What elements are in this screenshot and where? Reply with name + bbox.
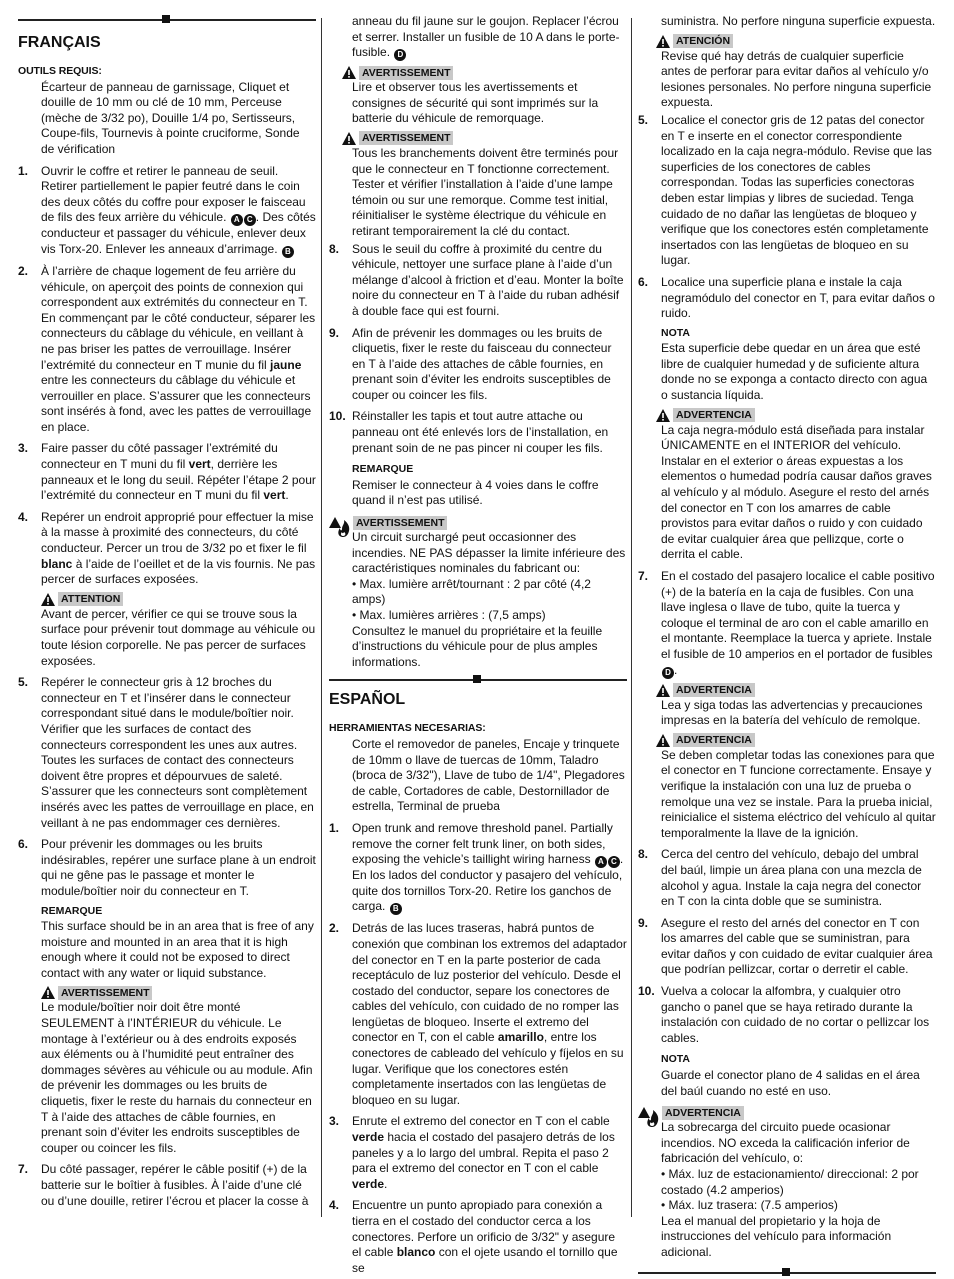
step-5: 5. Repérer le connecteur gris à 12 broches du connecteur en T et l’insérer dans le connecteur correspondant situé dans le module/boîtier noir. Vérifier que les surfaces de contact des connecteurs correspondent les unes aux autres. Toutes les surfaces de contact des connecteurs doivent être propres et dépourvues de saleté. S’assurer que les connecteurs sont complètement insérés avec les pattes de verrouillage en place, en veillant à ne pas endommager ces dernières.	[18, 675, 314, 830]
warning-label: AVERTISSEMENT	[41, 985, 316, 1000]
section-rule	[329, 674, 627, 686]
callout-d: D	[394, 49, 406, 61]
warning-icon	[342, 66, 356, 79]
note-text: This surface should be in an area that is free of any moisture and mounted in an area that it is high enough where it could not be exposed to direct contact with any water or liquid substance.	[41, 919, 314, 980]
step-4: 4. Encuentre un punto apropiado para conexión a tierra en el costado del conductor cerca a los conectores. Perfore un orificio de 3/32" y asegure el cable blanco con el ojete usando el tornillo que se	[329, 1198, 618, 1275]
warning-text: Lea el manual del propietario y la hoja de instrucciones del vehículo para información adicional.	[661, 1213, 892, 1259]
warning-text: Lire et observer tous les avertissements et consignes de sécurité qui sont imprimés sur la batterie du véhicule de remorquage.	[352, 80, 599, 126]
column-1	[18, 14, 316, 1209]
warning-text: Revise qué hay detrás de cualquier superficie antes de perforar para evitar daños al vehículo y/o lesiones personales. No perfore ninguna superficie expuesta.	[661, 48, 932, 110]
warning-text: La sobrecarga del circuito puede ocasionar incendios. NO exceda la calificación inferior de fabricación del vehículo, o:	[661, 1120, 910, 1166]
step-9: 9. Asegure el resto del arnés del conector en T con los amarres del cable que se suministran, para evitar daños y con cuidado de evitar cualquier área que podrían pellizcar, cortar o derretir el cable.	[638, 915, 933, 977]
warning-label: ATTENTION	[41, 592, 316, 607]
step-8: 8. Cerca del centro del vehículo, debajo del umbral del baúl, limpie un área plana con una mezcla de alcohol y agua. Instale la caja negra del conector en T con la cinta doble que se suministra.	[638, 847, 922, 909]
section-title-spanish: ESPAÑOL	[329, 691, 406, 709]
fire-warning-icon	[329, 514, 351, 538]
step-5: 5. Localice el conector gris de 12 patas del conector en T e inserte en el conector correspondiente localizado en la caja negra-módulo. Revise que las superficies de los conectores de cables correspondan. Todas las superficies conectoras deben estar limpias y libres de suciedad. Tenga cuidado de no dañar las lengüetas de bloqueo y verifique que los conectores estén completamente insertados con las lengüetas de bloqueo en su lugar.	[638, 112, 932, 268]
warning-bullet: • Max. lumières arrières : (7,5 amps)	[352, 608, 546, 622]
warning-label: ADVERTENCIA	[656, 683, 936, 698]
warning-label: AVERTISSEMENT	[342, 65, 627, 80]
callout-a: A	[595, 856, 607, 868]
warning-icon	[656, 409, 670, 422]
step-3: 3. Faire passer du côté passager l’extrémité du connecteur en T muni du fil vert, derrière les panneaux et le long du seuil. Répéter l’étape 2 pour l’extrémité du connecteur en T muni du fil vert.	[18, 441, 316, 503]
column-divider	[631, 18, 632, 1217]
warning-block	[329, 65, 627, 239]
fire-warning-block	[329, 515, 627, 670]
tools-text: Corte el removedor de paneles, Encaje y trinquete de 10mm o llave de tuercas de 10mm, Taladro (broca de 3/32"), Llave de tubo de 1/4", Plegadores de cable, Cortadores de cable, Destornillador de estrella, Terminal de prueba	[352, 736, 625, 814]
note-label: NOTA	[661, 326, 690, 339]
tools-label: HERRAMIENTAS NECESARIAS:	[329, 722, 486, 735]
warning-bullet: • Max. lumière arrêt/tournant : 2 par côté (4,2 amps)	[352, 576, 591, 607]
fire-warning-label: ADVERTENCIA	[638, 1105, 936, 1120]
step-6: 6. Pour prévenir les dommages ou les bruits indésirables, repérer une surface plane à un endroit qui ne gêne pas le passage et monter le module/boîtier noir du connecteur en T. REMARQUE This surface should be in an area that is free of any moisture and mounted in an area that it is high enough where it could not be exposed to direct contact with any water or liquid substance. AVERTISSEMENT Le module/boîtier noir doit être monté SEULEMENT à l’INTÉRIEUR du véhicule. Le montage à l’extérieur ou à des endroits exposés aux éléments ou à l’humidité peut entraîner des dommages sévères au véhicule ou au module. Afin de prévenir les dommages ou les bruits de cliquetis, fixer le reste du harnais du connecteur en T à l’aide des attaches de câble fournies, en prenant soin d’éviter les endroits susceptibles de couper ou coincer les fils.	[18, 837, 316, 1155]
note-text: Guarde el conector plano de 4 salidas en el área del baúl cuando no esté en uso.	[661, 1068, 920, 1098]
column-divider	[321, 18, 322, 1217]
warning-text: Consultez le manuel du propriétaire et la feuille d’instructions du véhicule pour de plus amples informations.	[352, 623, 603, 669]
step-3: 3. Enrute el extremo del conector en T con el cable verde hacia el costado del pasajero detrás de los paneles y a lo largo del umbral. Repita el paso 2 para el extremo del conector en T con el cable verde.	[329, 1114, 615, 1191]
callout-c: C	[244, 214, 256, 226]
step-1: 1. Open trunk and remove threshold panel. Partially remove the corner felt trunk liner, on both sides, exposing the vehicle’s taillight wiring harness A C . En los lados del conductor y pasajero del vehículo, quite dos tornillos Torx-20. Retire los ganchos de carga. B	[329, 820, 624, 914]
warning-text: Lea y siga todas las advertencias y precauciones impresas en la batería del vehículo de remolque.	[661, 697, 923, 728]
fire-warning-icon	[638, 1104, 660, 1128]
step-7: 7. En el costado del pasajero localice el cable positivo (+) de la batería en la caja de fusibles. Con una llave inglesa o llave de tubo, quite la tuerca y coloque el terminal de aro con el cable amarillo en el montante. Reemplace la tuerca y apriete. Instale el fusible de 10 amperios en el portador de fusibles D . ADVERTENCIA Lea y siga todas las advertencias y precauciones impresas en la batería del vehículo de remolque. ADVERTENCIA Se deben completar todas las conexiones para que el conector en T funcione correctamente. Ensaye y verifique la instalación con una luz de prueba o remolque una vez se instale. Para la prueba inicial, reinicialice el sistema eléctrico del vehículo al quitar temporalmente la llave de la ignición.	[638, 569, 936, 840]
section-title-french: FRANÇAIS	[18, 34, 101, 51]
column-2	[329, 14, 627, 1276]
callout-b: B	[282, 246, 294, 258]
callout-d: D	[662, 667, 674, 679]
warning-icon	[41, 593, 55, 606]
section-rule	[638, 1267, 936, 1279]
callout-a: A	[231, 214, 243, 226]
warning-bullet: • Máx. luz trasera: (7.5 amperios)	[661, 1198, 838, 1213]
fire-warning-block	[638, 1105, 936, 1260]
warning-label: ADVERTENCIA	[656, 733, 936, 748]
warning-text: Se deben completar todas las conexiones para que el conector en T funcione correctamente. Ensaye y verifique la instalación con una luz de prueba o remolque una vez se instale. Para la prueba inicial, reinicialice el sistema eléctrico del vehículo al quitar temporalmente la llave de la ignición.	[661, 747, 936, 840]
step-6: 6. Localice una superficie plana e instale la caja negramódulo del conector en T, para evitar daños o ruido. NOTA Esta superficie debe quedar en un área que esté libre de cualquier humedad y de suficiente altura donde no se exponga a contacto directo con agua o sustancia líquida. ADVERTENCIA La caja negra-módulo está diseñada para instalar ÚNICAMENTE en el INTERIOR del vehículo. Instalar en el exterior o áreas expuestas a los elementos o humedad podría causar daños graves al vehículo y al módulo. Asegure el resto del arnés del conector en T con los amarres de cable provistos para evitar daños o ruido y con cuidado de evitar cualquier área que pellizque, corte o derrita el cable.	[638, 274, 935, 562]
step-7: 7. Du côté passager, repérer le câble positif (+) de la batterie sur le boîtier à fusibles. À l’aide d’une clé ou d’une douille, retirer l’écrou et placer la cosse à	[18, 1162, 309, 1208]
note-text: Esta superficie debe quedar en un área que esté libre de cualquier humedad y de suficiente altura donde no se exponga a contacto directo con agua o sustancia líquida.	[661, 341, 928, 403]
note-label: REMARQUE	[352, 463, 414, 476]
fire-warning-label: AVERTISSEMENT	[329, 515, 627, 530]
note-label: NOTA	[661, 1053, 690, 1066]
warning-text: Avant de percer, vérifier ce qui se trouve sous la surface pour prévenir tout dommage au véhicule ou toute lésion corporelle. Ne pas percer de surfaces exposées.	[41, 606, 316, 668]
warning-icon	[656, 684, 670, 697]
warning-icon	[342, 132, 356, 145]
step-2: 2. À l’arrière de chaque logement de feu arrière du véhicule, on aperçoit des points de connexion qui correspondent aux extrémités du connecteur en T. En commençant par le côté conducteur, séparer les connecteurs du câblage du véhicule, en veillant à ne pas briser les pattes de verrouillage. Insérer l’extrémité du connecteur en T munie du fil jaune entre les connecteurs du câblage du véhicule et verrouiller en place. S’assurer que les connecteurs sont insérés à fond, avec les pattes de verrouillage en place.	[18, 263, 316, 434]
warning-text: La caja negra-módulo está diseñada para instalar ÚNICAMENTE en el INTERIOR del vehículo. Instalar en el exterior o áreas expuestas a los elementos o humedad podría causar daños graves al vehículo y al módulo. Asegure el resto del arnés del conector en T con los amarres de cable provistos para evitar daños o ruido y con cuidado de evitar cualquier área que pellizque, corte o derrita el cable.	[661, 422, 932, 562]
section-rule	[18, 14, 316, 26]
warning-bullet: • Máx. luz de estacionamiento/ direccional: 2 por costado (4.2 amperios)	[661, 1167, 919, 1197]
note-label: REMARQUE	[41, 904, 103, 917]
tools-text: Écarteur de panneau de garnissage, Cliquet et douille de 10 mm ou clé de 10 mm, Perceuse (mèche de 3/32 po), Douille 1/4 po, Sertisseurs, Coupe-fils, Tournevis à pointe cruciforme, Sonde de vérification	[41, 79, 300, 156]
step-2: 2. Detrás de las luces traseras, habrá puntos de conexión que combinan los extremos del adaptador del conector en T en la parte posterior de cada receptáculo de luz posterior del vehículo. Desde el costado del conductor, separe los conectores de cables del vehículo, con cuidado de no romper las lengüetas de bloqueo. Inserte el extremo del conector en T, con el cable amarillo, entre los conectores de cableado del vehículo y fíjelos en su lugar. Verifique que los conectores estén completamente insertados con las lengüetas de bloqueo en su lugar.	[329, 921, 627, 1107]
warning-label: ATENCIÓN	[656, 34, 936, 49]
step-4-continued-text: suministra. No perfore ninguna superficie expuesta.	[661, 14, 936, 28]
step-4-continued	[638, 14, 936, 111]
step-1: 1. Ouvrir le coffre et retirer le panneau de seuil. Retirer partiellement le papier feutré dans le coin des deux côtés du coffre pour exposer le faisceau de fils des feux arrière du véhicule. A C . Des côtés conducteur et passager du véhicule, enlever deux vis Torx-20. Enlever les anneaux d’arrimage. B	[18, 163, 316, 256]
warning-icon	[41, 986, 55, 999]
step-7-continued	[329, 14, 627, 61]
warning-icon	[656, 734, 670, 747]
warning-text: Tous les branchements doivent être terminés pour que le connecteur en T fonctionne correctement. Tester et vérifier l’installation à l’aide d’une lampe témoin ou sur une remorque. Comme test initial, réinitialiser le système électrique du véhicule en retirant temporairement la clé du contact.	[352, 145, 619, 238]
warning-icon	[656, 35, 670, 48]
warning-label: AVERTISSEMENT	[342, 131, 627, 146]
callout-b: B	[390, 903, 402, 915]
step-4: 4. Repérer un endroit approprié pour effectuer la mise à la masse à proximité des connecteurs, du côté conducteur. Percer un trou de 3/32 po et fixer le fil blanc à l’aide de l’oeillet et de la vis fournis. Ne pas percer de surfaces exposées. ATTENTION Avant de percer, vérifier ce qui se trouve sous la surface pour prévenir tout dommage au véhicule ou toute lésion corporelle. Ne pas percer de surfaces exposées.	[18, 509, 316, 668]
step-9: 9. Afin de prévenir les dommages ou les bruits de cliquetis, fixer le reste du faisceau du connecteur en T à l’aide des attaches de câble fournies, en prenant soin d’éviter les endroits susceptibles de couper ou coincer les fils.	[329, 325, 612, 402]
note-text: Remiser le connecteur à 4 voies dans le coffre quand il n’est pas utilisé.	[352, 477, 599, 508]
warning-text: Un circuit surchargé peut occasionner des incendies. NE PAS dépasser la limite inférieure des caractéristiques nominales du fabricant ou:	[352, 530, 626, 576]
step-7-continued-text: anneau du fil jaune sur le goujon. Replacer l’écrou et serrer. Installer un fusible de 10 A dans le porte-fusible.	[352, 14, 620, 60]
column-3	[638, 14, 936, 1279]
tools-label: OUTILS REQUIS:	[18, 65, 102, 77]
callout-c: C	[608, 856, 620, 868]
warning-text: Le module/boîtier noir doit être monté SEULEMENT à l’INTÉRIEUR du véhicule. Le montage à l’extérieur ou à des endroits exposés aux éléments ou à l’humidité peut entraîner des dommages sévères au véhicule ou au module. Afin de prévenir les dommages ou les bruits de cliquetis, fixer le reste du harnais du connecteur en T à l’aide des attaches de câble fournies, en prenant soin d’éviter les endroits susceptibles de couper ou coincer les fils.	[41, 1000, 313, 1155]
step-10: 10. Vuelva a colocar la alfombra, y cualquier otro gancho o panel que se haya retirado durante la instalación con cuidado de no cortar o pellizcar los cables. NOTA Guarde el conector plano de 4 salidas en el área del baúl cuando no esté en uso.	[638, 984, 936, 1099]
step-10: 10. Réinstaller les tapis et tout autre attache ou panneau ont été enlevés lors de l’installation, en prenant soin de ne pas pincer ni couper les fils. REMARQUE Remiser le connecteur à 4 voies dans le coffre quand il n’est pas utilisé.	[329, 409, 627, 509]
step-8: 8. Sous le seuil du coffre à proximité du centre du véhicule, nettoyer une surface plane à l’aide d’un mélange d’alcool à friction et d’eau. Monter la boîte noire du connecteur en T à l’aide du ruban adhésif à double face qui est fourni.	[329, 241, 624, 318]
warning-label: ADVERTENCIA	[656, 408, 936, 423]
